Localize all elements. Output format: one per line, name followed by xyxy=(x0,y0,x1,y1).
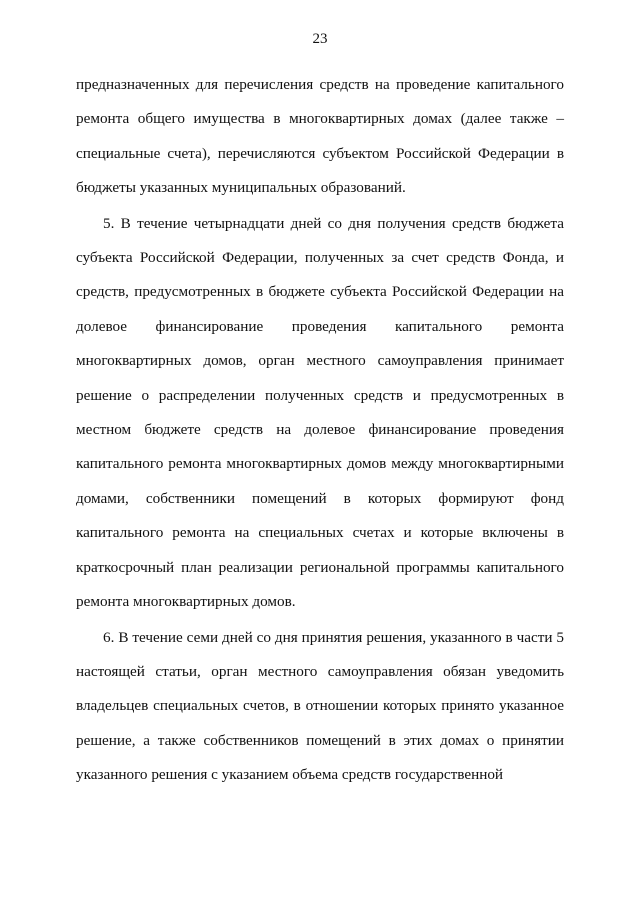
document-body xyxy=(76,68,564,793)
page-number: 23 xyxy=(312,31,328,47)
paragraph-part-6: 6. В течение семи дней со дня принятия решения, указанного в части 5 настоящей статьи, орган местного самоуправления обязан уведомить владельцев специальных счетов, в отношении которых принято указанное решение, а также собственников помещений в этих домах о принятии указанного решения с указанием объема средств государственной xyxy=(76,628,564,784)
paragraph-part-5: 5. В течение четырнадцати дней со дня получения средств бюджета субъекта Российской Федерации, полученных за счет средств Фонда, и средств, предусмотренных в бюджете субъекта Российской Федерации на долевое финансирование проведения капитального ремонта многоквартирных домов, орган местного самоуправления принимает решение о распределении полученных средств и предусмотренных в местном бюджете средств на долевое финансирование проведения капитального ремонта многоквартирных домов между многоквартирными домами, собственники помещений в которых формируют фонд капитального ремонта на специальных счетах и которые включены в краткосрочный план реализации региональной программы капитального ремонта многоквартирных домов. xyxy=(76,214,564,611)
paragraph-continuation: предназначенных для перечисления средств на проведение капитального ремонта общего имущества в многоквартирных домах (далее также – специальные счета), перечисляются субъектом Российской Федерации в бюджеты указанных муниципальных образований. xyxy=(76,76,564,197)
